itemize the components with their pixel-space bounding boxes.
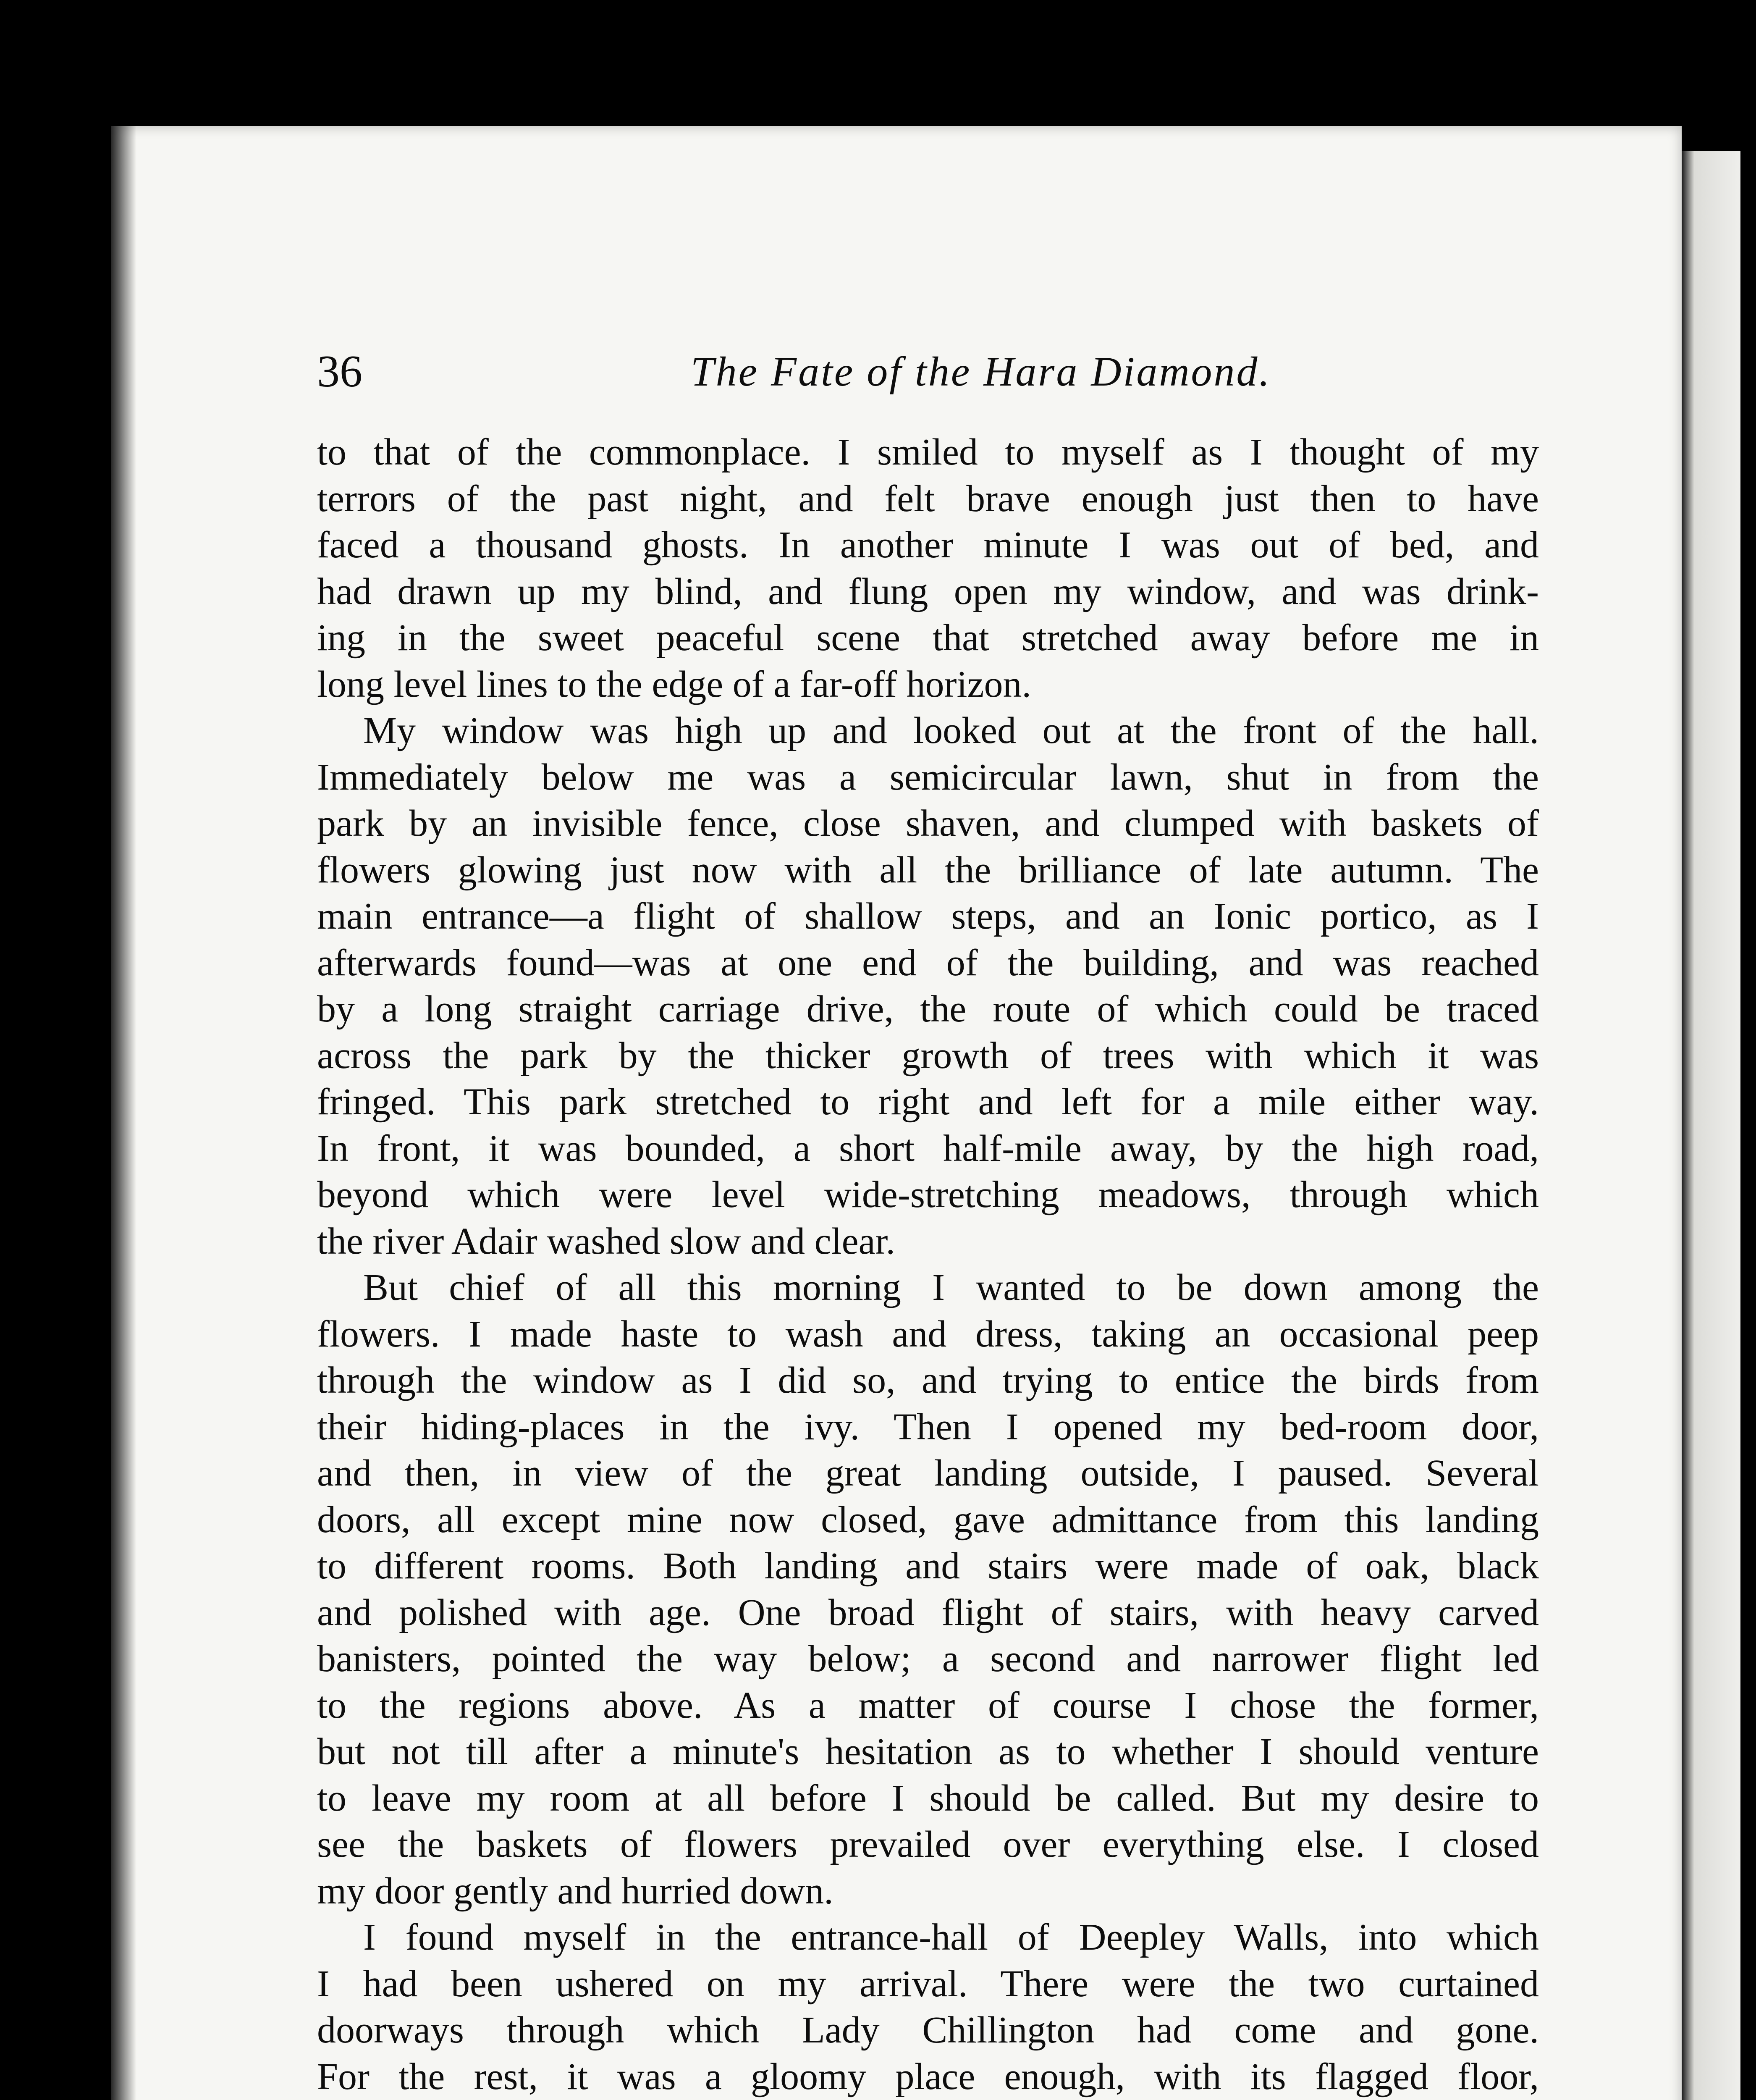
text-line: through the window as I did so, and trying to entice the birds from (317, 1360, 1539, 1401)
text-line: to leave my room at all before I should be called. But my desire to (317, 1777, 1539, 1819)
text-line: doors, all except mine now closed, gave admittance from this landing (317, 1499, 1539, 1541)
text-line: I had been ushered on my arrival. There were the two curtained (317, 1963, 1539, 2005)
text-line: beyond which were level wide-stretching meadows, through which (317, 1174, 1539, 1215)
text-line: long level lines to the edge of a far-off horizon. (317, 663, 1031, 705)
body-text (317, 429, 1539, 2100)
text-line: by a long straight carriage drive, the route of which could be traced (317, 988, 1539, 1030)
text-line: park by an invisible fence, close shaven, and clumped with baskets of (317, 803, 1539, 844)
text-line: see the baskets of flowers prevailed over everything else. I closed (317, 1824, 1539, 1865)
spine-shadow (111, 126, 136, 2100)
text-line: My window was high up and looked out at the front of the hall. (363, 710, 1539, 751)
text-line: I found myself in the entrance-hall of Deepley Walls, into which (363, 1916, 1539, 1958)
text-line: to the regions above. As a matter of course I chose the former, (317, 1684, 1539, 1726)
text-line: For the rest, it was a gloomy place enough, with its flagged floor, (317, 2055, 1539, 2097)
text-line: fringed. This park stretched to right and left for a mile either way. (317, 1081, 1539, 1123)
text-line: the river Adair washed slow and clear. (317, 1220, 896, 1262)
text-line: terrors of the past night, and felt brave enough just then to have (317, 478, 1539, 520)
text-line: and then, in view of the great landing outside, I paused. Several (317, 1452, 1539, 1494)
text-line: doorways through which Lady Chillington had come and gone. (317, 2009, 1539, 2051)
text-line: my door gently and hurried down. (317, 1870, 833, 1912)
text-line: In front, it was bounded, a short half-mile away, by the high road, (317, 1127, 1539, 1169)
page-number: 36 (317, 346, 362, 396)
text-line: had drawn up my blind, and flung open my window, and was drink- (317, 570, 1539, 612)
text-line: and polished with age. One broad flight of stairs, with heavy carved (317, 1591, 1539, 1633)
text-line: ing in the sweet peaceful scene that stretched away before me in (317, 617, 1539, 659)
text-line: But chief of all this morning I wanted to be down among the (363, 1267, 1539, 1308)
text-line: banisters, pointed the way below; a second and narrower flight led (317, 1638, 1539, 1680)
text-line: across the park by the thicker growth of trees with which it was (317, 1034, 1539, 1076)
text-line: flowers. I made haste to wash and dress, taking an occasional peep (317, 1313, 1539, 1355)
text-line: afterwards found—was at one end of the building, and was reached (317, 942, 1539, 984)
text-line: faced a thousand ghosts. In another minute I was out of bed, and (317, 524, 1539, 566)
text-line: to that of the commonplace. I smiled to myself as I thought of my (317, 431, 1539, 473)
text-line: but not till after a minute's hesitation as to whether I should venture (317, 1731, 1539, 1772)
page-header (199, 342, 1543, 410)
text-line: their hiding-places in the ivy. Then I opened my bed-room door, (317, 1406, 1539, 1448)
text-line: Immediately below me was a semicircular lawn, shut in from the (317, 756, 1539, 798)
text-line: to different rooms. Both landing and stairs were made of oak, black (317, 1545, 1539, 1587)
next-page-edge (1682, 151, 1740, 2100)
text-line: main entrance—a flight of shallow steps, and an Ionic portico, as I (317, 895, 1539, 937)
running-title: The Fate of the Hara Diamond. (691, 348, 1271, 395)
text-line: flowers glowing just now with all the brilliance of late autumn. The (317, 849, 1539, 891)
